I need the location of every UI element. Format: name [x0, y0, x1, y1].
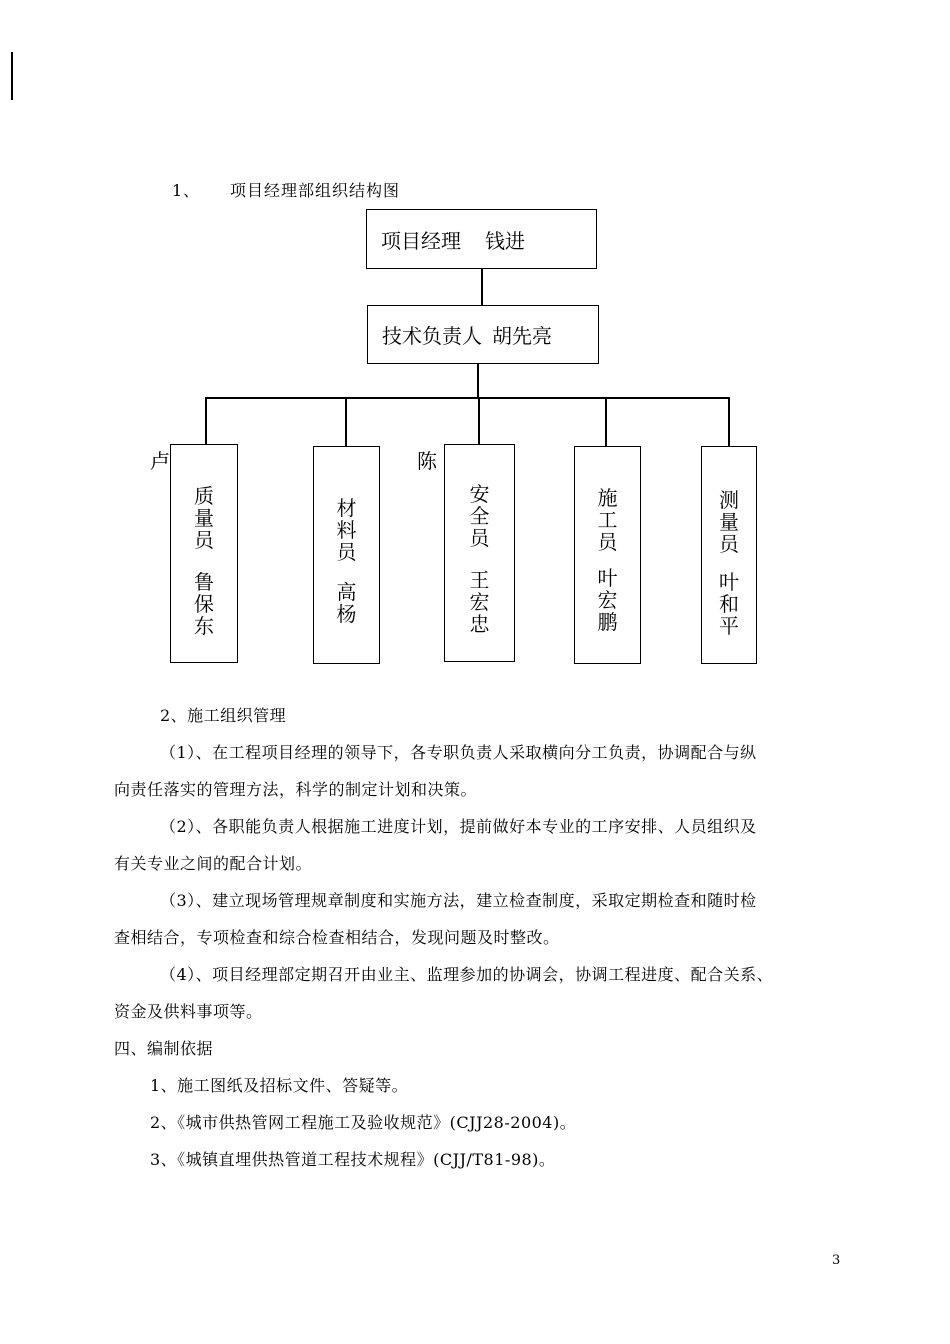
chart-number: 1、 [172, 181, 201, 200]
connector-tech-bus [477, 364, 479, 398]
project-manager-box [366, 209, 597, 269]
name-char: 保 [194, 592, 214, 616]
name-char: 叶 [719, 570, 739, 594]
name-char: 叶 [597, 566, 618, 590]
role-char: 量 [719, 510, 739, 534]
name-char: 和 [719, 592, 739, 616]
role-char: 员 [336, 540, 357, 564]
connector-drop [605, 397, 607, 446]
role-char: 材 [336, 496, 357, 520]
side-char-lu: 卢 [150, 449, 170, 473]
name-char: 鲁 [194, 570, 214, 594]
connector-drop [205, 397, 207, 444]
role-char: 工 [597, 508, 618, 532]
name-char: 王 [469, 568, 490, 592]
name-char: 宏 [597, 588, 618, 612]
manager-role: 项目经理 [381, 228, 461, 253]
tech-lead-box [367, 305, 599, 364]
name-char: 宏 [469, 590, 490, 614]
role-char: 员 [469, 526, 490, 550]
staff-box-survey [701, 446, 757, 664]
item-line: 向责任落实的管理方法，科学的制定计划和决策。 [114, 780, 478, 799]
connector-manager-tech [481, 269, 483, 305]
item-line: （4）、项目经理部定期召开由业主、监理参加的协调会，协调工程进度、配合关系、 [160, 965, 774, 984]
item-line: 资金及供料事项等。 [114, 1002, 263, 1021]
page-number: 3 [832, 1253, 841, 1268]
name-char: 高 [336, 580, 357, 604]
tech-lead-name: 胡先亮 [492, 324, 552, 348]
staff-box-construction [574, 446, 641, 664]
section4-heading: 四、编制依据 [114, 1039, 214, 1058]
role-char: 全 [469, 504, 490, 528]
role-char: 员 [719, 532, 739, 556]
name-char: 忠 [469, 612, 490, 636]
connector-bus [205, 397, 729, 399]
connector-drop [345, 397, 347, 446]
name-char: 鹏 [597, 610, 618, 634]
item-line: （3）、建立现场管理规章制度和实施方法，建立检查制度，采取定期检查和随时检 [160, 891, 757, 910]
connector-drop [478, 397, 480, 444]
role-char: 员 [597, 530, 618, 554]
item-line: 有关专业之间的配合计划。 [114, 854, 313, 873]
section2-heading: 2、施工组织管理 [160, 706, 287, 725]
staff-box-quality [170, 444, 238, 663]
section4-item-1: 1、施工图纸及招标文件、答疑等。 [150, 1076, 409, 1095]
section2-item-3 [114, 882, 854, 956]
section2-item-2 [114, 808, 854, 882]
section2-item-4 [114, 956, 854, 1030]
section2-item-1 [114, 734, 854, 808]
role-char: 料 [336, 518, 357, 542]
role-char: 施 [597, 486, 618, 510]
role-char: 测 [719, 488, 739, 512]
role-char: 员 [194, 528, 214, 552]
item-line: （1）、在工程项目经理的领导下，各专职负责人采取横向分工负责，协调配合与纵 [160, 743, 757, 762]
section4-item-3: 3、《城镇直埋供热管道工程技术规程》(CJJ/T81-98)。 [150, 1150, 556, 1169]
tech-lead-role: 技术负责人 [382, 324, 482, 348]
manager-name: 钱进 [485, 228, 525, 253]
role-char: 量 [194, 506, 214, 530]
item-line: 查相结合，专项检查和综合检查相结合，发现问题及时整改。 [114, 928, 560, 947]
margin-bar [11, 52, 13, 100]
name-char: 杨 [336, 602, 357, 626]
chart-title [172, 178, 400, 201]
staff-box-safety [444, 444, 515, 662]
role-char: 安 [469, 482, 490, 506]
role-char: 质 [194, 484, 214, 508]
item-line: （2）、各职能负责人根据施工进度计划，提前做好本专业的工序安排、人员组织及 [160, 817, 757, 836]
name-char: 东 [194, 614, 214, 638]
connector-drop [728, 397, 730, 446]
side-char-chen: 陈 [417, 449, 437, 473]
name-char: 平 [719, 614, 739, 638]
chart-title-text: 项目经理部组织结构图 [230, 181, 401, 200]
staff-box-material [313, 446, 380, 664]
section4-item-2: 2、《城市供热管网工程施工及验收规范》(CJJ28-2004)。 [150, 1113, 577, 1132]
